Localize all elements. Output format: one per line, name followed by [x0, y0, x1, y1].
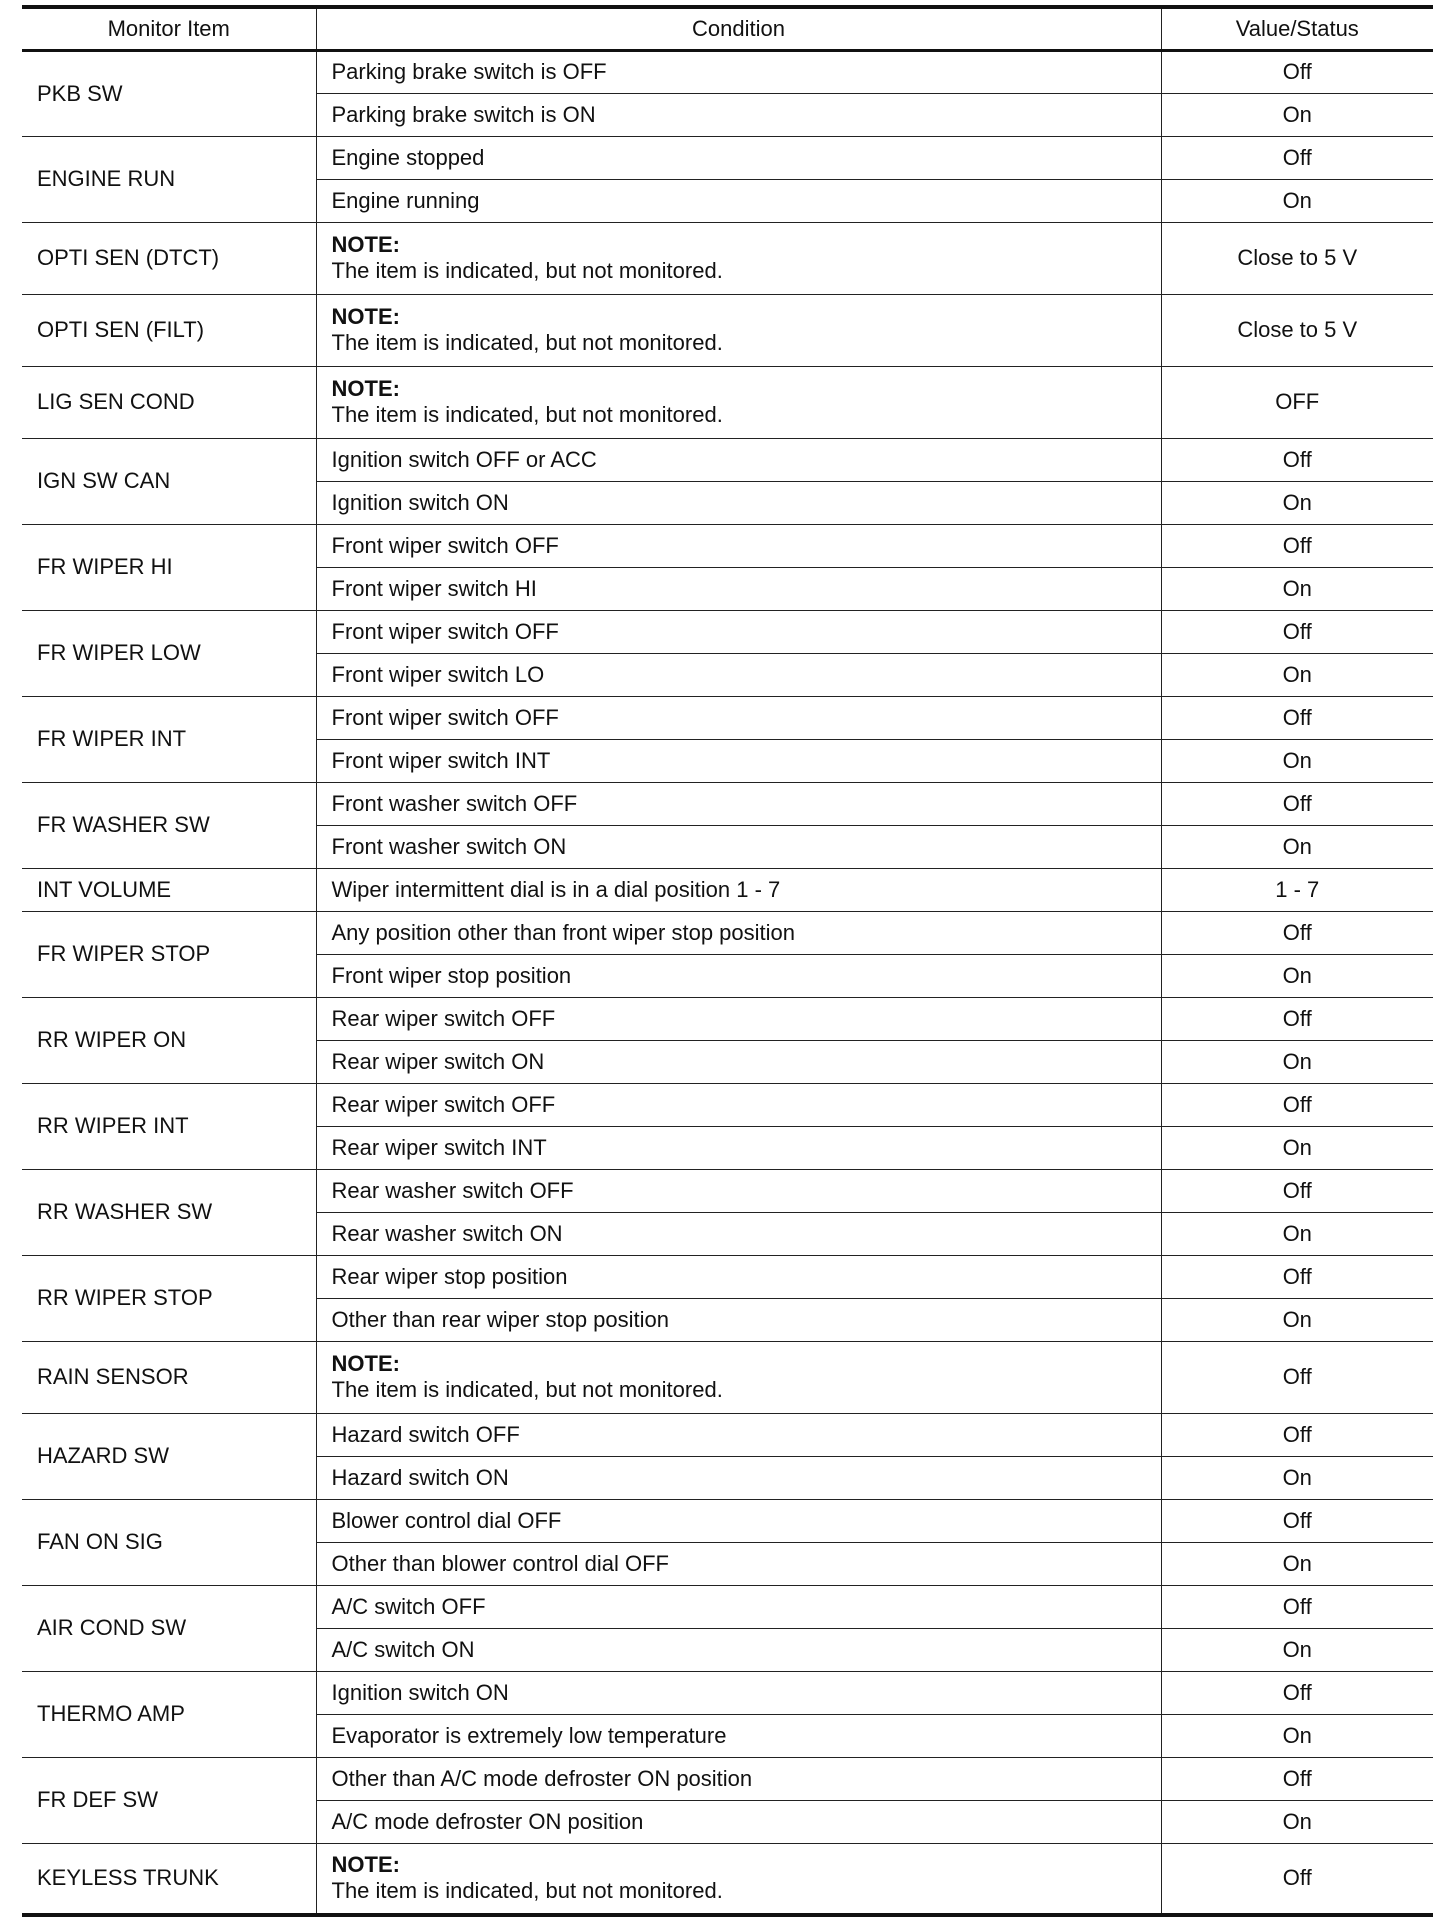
value-status-cell: On	[1161, 179, 1433, 222]
header-monitor-item: Monitor Item	[22, 7, 316, 50]
value-status-cell: On	[1161, 739, 1433, 782]
monitor-item-cell: FR WASHER SW	[22, 782, 316, 868]
monitor-item-cell: FR WIPER STOP	[22, 911, 316, 997]
value-status-cell: Off	[1161, 1341, 1433, 1413]
value-status-cell: OFF	[1161, 366, 1433, 438]
condition-cell: A/C mode defroster ON position	[316, 1800, 1161, 1843]
value-status-cell: On	[1161, 1456, 1433, 1499]
header-row	[22, 7, 1433, 50]
table-row	[22, 610, 1433, 653]
table-row	[22, 136, 1433, 179]
value-status-cell: On	[1161, 93, 1433, 136]
condition-cell	[316, 1341, 1161, 1413]
condition-cell	[316, 1843, 1161, 1915]
monitor-table	[22, 5, 1433, 1917]
value-status-cell: On	[1161, 1040, 1433, 1083]
condition-cell: Ignition switch OFF or ACC	[316, 438, 1161, 481]
table-row	[22, 294, 1433, 366]
monitor-item-cell: INT VOLUME	[22, 868, 316, 911]
value-status-cell: Off	[1161, 1499, 1433, 1542]
condition-cell: Front wiper switch INT	[316, 739, 1161, 782]
note-label: NOTE:	[331, 304, 400, 329]
value-status-cell: Off	[1161, 1255, 1433, 1298]
condition-cell: Engine stopped	[316, 136, 1161, 179]
condition-cell: Rear wiper switch OFF	[316, 1083, 1161, 1126]
condition-cell: Wiper intermittent dial is in a dial position 1 - 7	[316, 868, 1161, 911]
table-row	[22, 524, 1433, 567]
condition-cell	[316, 294, 1161, 366]
value-status-cell: Off	[1161, 1413, 1433, 1456]
value-status-cell: Off	[1161, 524, 1433, 567]
monitor-item-cell: RR WIPER INT	[22, 1083, 316, 1169]
table-row	[22, 50, 1433, 93]
value-status-cell: On	[1161, 1800, 1433, 1843]
value-status-cell: On	[1161, 954, 1433, 997]
condition-cell: Front wiper switch OFF	[316, 610, 1161, 653]
value-status-cell: Off	[1161, 1843, 1433, 1915]
value-status-cell: On	[1161, 825, 1433, 868]
condition-cell: Rear washer switch ON	[316, 1212, 1161, 1255]
value-status-cell: On	[1161, 1542, 1433, 1585]
condition-cell: Front washer switch OFF	[316, 782, 1161, 825]
monitor-item-cell: FR WIPER LOW	[22, 610, 316, 696]
value-status-cell: Off	[1161, 911, 1433, 954]
value-status-cell: Off	[1161, 610, 1433, 653]
monitor-item-cell: PKB SW	[22, 50, 316, 136]
condition-cell: Front wiper switch OFF	[316, 696, 1161, 739]
table-row	[22, 1843, 1433, 1915]
table-row	[22, 1671, 1433, 1714]
value-status-cell: Off	[1161, 1757, 1433, 1800]
condition-cell: A/C switch OFF	[316, 1585, 1161, 1628]
condition-cell	[316, 366, 1161, 438]
monitor-item-cell: HAZARD SW	[22, 1413, 316, 1499]
condition-cell: Front wiper switch OFF	[316, 524, 1161, 567]
note-label: NOTE:	[331, 232, 400, 257]
value-status-cell: On	[1161, 653, 1433, 696]
condition-cell: Rear wiper switch ON	[316, 1040, 1161, 1083]
header-value-status: Value/Status	[1161, 7, 1433, 50]
table-row	[22, 366, 1433, 438]
condition-cell: A/C switch ON	[316, 1628, 1161, 1671]
condition-cell	[316, 222, 1161, 294]
table-row	[22, 1083, 1433, 1126]
condition-cell: Rear wiper stop position	[316, 1255, 1161, 1298]
condition-cell: Front washer switch ON	[316, 825, 1161, 868]
monitor-item-cell: AIR COND SW	[22, 1585, 316, 1671]
note-label: NOTE:	[331, 1351, 400, 1376]
table-row	[22, 696, 1433, 739]
monitor-item-cell: OPTI SEN (DTCT)	[22, 222, 316, 294]
table-row	[22, 997, 1433, 1040]
table-row	[22, 1585, 1433, 1628]
table-row	[22, 1255, 1433, 1298]
value-status-cell: On	[1161, 567, 1433, 610]
value-status-cell: Off	[1161, 696, 1433, 739]
table-row	[22, 222, 1433, 294]
monitor-item-cell: RR WIPER STOP	[22, 1255, 316, 1341]
monitor-item-cell: THERMO AMP	[22, 1671, 316, 1757]
value-status-cell: Off	[1161, 50, 1433, 93]
condition-cell: Hazard switch ON	[316, 1456, 1161, 1499]
condition-cell: Blower control dial OFF	[316, 1499, 1161, 1542]
condition-cell: Engine running	[316, 179, 1161, 222]
value-status-cell: Off	[1161, 997, 1433, 1040]
value-status-cell: On	[1161, 1628, 1433, 1671]
monitor-item-cell: IGN SW CAN	[22, 438, 316, 524]
header-condition: Condition	[316, 7, 1161, 50]
note-text: The item is indicated, but not monitored.	[331, 1377, 723, 1402]
condition-cell: Evaporator is extremely low temperature	[316, 1714, 1161, 1757]
condition-cell: Front wiper stop position	[316, 954, 1161, 997]
value-status-cell: Close to 5 V	[1161, 222, 1433, 294]
value-status-cell: Off	[1161, 1671, 1433, 1714]
value-status-cell: Off	[1161, 1585, 1433, 1628]
condition-cell: Front wiper switch HI	[316, 567, 1161, 610]
condition-cell: Ignition switch ON	[316, 1671, 1161, 1714]
monitor-item-cell: FR WIPER INT	[22, 696, 316, 782]
note-label: NOTE:	[331, 1852, 400, 1878]
table-row	[22, 911, 1433, 954]
table-row	[22, 1341, 1433, 1413]
value-status-cell: 1 - 7	[1161, 868, 1433, 911]
table-row	[22, 1499, 1433, 1542]
note-text: The item is indicated, but not monitored.	[331, 330, 723, 355]
value-status-cell: Off	[1161, 1169, 1433, 1212]
condition-cell: Rear washer switch OFF	[316, 1169, 1161, 1212]
monitor-item-cell: ENGINE RUN	[22, 136, 316, 222]
value-status-cell: Close to 5 V	[1161, 294, 1433, 366]
monitor-item-cell: FR DEF SW	[22, 1757, 316, 1843]
condition-cell: Parking brake switch is OFF	[316, 50, 1161, 93]
value-status-cell: On	[1161, 1714, 1433, 1757]
monitor-item-cell: LIG SEN COND	[22, 366, 316, 438]
value-status-cell: Off	[1161, 1083, 1433, 1126]
value-status-cell: On	[1161, 1212, 1433, 1255]
monitor-item-cell: OPTI SEN (FILT)	[22, 294, 316, 366]
monitor-item-cell: RAIN SENSOR	[22, 1341, 316, 1413]
note-text: The item is indicated, but not monitored.	[331, 258, 723, 283]
condition-cell: Front wiper switch LO	[316, 653, 1161, 696]
table-row	[22, 1169, 1433, 1212]
value-status-cell: Off	[1161, 782, 1433, 825]
table-row	[22, 1413, 1433, 1456]
monitor-item-cell: KEYLESS TRUNK	[22, 1843, 316, 1915]
condition-cell: Other than blower control dial OFF	[316, 1542, 1161, 1585]
value-status-cell: On	[1161, 1126, 1433, 1169]
condition-cell: Ignition switch ON	[316, 481, 1161, 524]
condition-cell: Other than A/C mode defroster ON position	[316, 1757, 1161, 1800]
value-status-cell: Off	[1161, 136, 1433, 179]
value-status-cell: On	[1161, 1298, 1433, 1341]
table-row	[22, 782, 1433, 825]
condition-cell: Any position other than front wiper stop position	[316, 911, 1161, 954]
table-row	[22, 1757, 1433, 1800]
monitor-item-cell: FR WIPER HI	[22, 524, 316, 610]
monitor-item-cell: RR WIPER ON	[22, 997, 316, 1083]
note-text: The item is indicated, but not monitored.	[331, 402, 723, 427]
table-row	[22, 438, 1433, 481]
note-text: The item is indicated, but not monitored.	[331, 1878, 723, 1904]
condition-cell: Hazard switch OFF	[316, 1413, 1161, 1456]
condition-cell: Parking brake switch is ON	[316, 93, 1161, 136]
note-label: NOTE:	[331, 376, 400, 401]
value-status-cell: On	[1161, 481, 1433, 524]
monitor-item-cell: FAN ON SIG	[22, 1499, 316, 1585]
condition-cell: Other than rear wiper stop position	[316, 1298, 1161, 1341]
monitor-item-cell: RR WASHER SW	[22, 1169, 316, 1255]
value-status-cell: Off	[1161, 438, 1433, 481]
condition-cell: Rear wiper switch OFF	[316, 997, 1161, 1040]
condition-cell: Rear wiper switch INT	[316, 1126, 1161, 1169]
table-body	[22, 50, 1433, 1915]
table-row	[22, 868, 1433, 911]
